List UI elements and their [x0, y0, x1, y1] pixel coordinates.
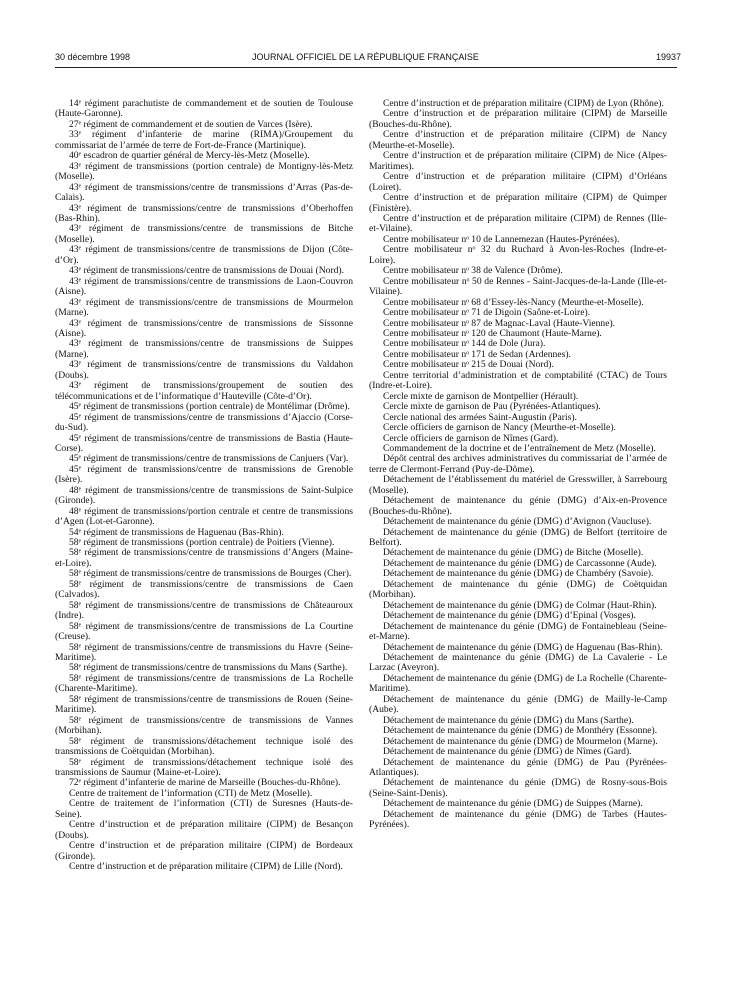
list-item: 43ᵉ régiment de transmissions/groupement de soutien des télécommunications et de l’informatique d’Hauteville (Côte-d’Or). [55, 380, 353, 402]
list-item: Centre mobilisateur nᵒ 68 d’Essey-lès-Nancy (Meurthe-et-Moselle). [383, 296, 644, 308]
list-item: Cercle officiers de garnison de Nancy (Meurthe-et-Moselle). [383, 422, 616, 434]
journal-title: JOURNAL OFFICIEL DE LA RÉPUBLIQUE FRANÇAISE [252, 52, 479, 62]
list-item: Détachement de maintenance du génie (DMG) de Pau (Pyrénées-Atlantiques). [369, 756, 667, 778]
list-item: Détachement de maintenance du génie (DMG) du Mans (Sarthe). [383, 714, 634, 726]
list-item: Centre d’instruction et de préparation militaire (CIPM) de Besançon (Doubs). [55, 819, 353, 841]
list-item: 58ᵉ régiment de transmissions/détachement technique isolé des transmissions de Saumur (Maine-et-Loire). [55, 756, 353, 778]
list-item: Centre d’instruction et de préparation militaire (CIPM) de Lyon (Rhône). [383, 99, 664, 109]
list-item: Centre d’instruction et de préparation militaire (CIPM) de Marseille (Bouches-du-Rhône). [369, 108, 667, 130]
list-item: Centre d’instruction et de préparation militaire (CIPM) de Nancy (Meurthe-et-Moselle). [369, 129, 667, 151]
list-item: Centre de traitement de l’information (CTI) de Suresnes (Hauts-de-Seine). [55, 798, 353, 820]
list-item: Détachement de maintenance du génie (DMG) d’Aix-en-Provence (Bouches-du-Rhône). [369, 495, 667, 517]
list-item: 45ᵉ régiment de transmissions/centre de transmissions de Canjuers (Var). [69, 453, 349, 465]
list-item: Centre mobilisateur nᵒ 120 de Chaumont (Haute-Marne). [383, 327, 602, 339]
list-item: 14ᵉ régiment parachutiste de commandement et de soutien de Toulouse (Haute-Garonne). [55, 99, 353, 120]
list-item: 43ᵉ régiment de transmissions/centre de transmissions d’Oberhoffen (Bas-Rhin). [55, 202, 353, 224]
list-item: Détachement de maintenance du génie (DMG) de Fontainebleau (Seine-et-Marne). [369, 620, 667, 643]
list-item: Détachement de maintenance du génie (DMG) de Coëtquidan (Morbihan). [369, 578, 667, 601]
list-item: 45ᵉ régiment de transmissions (portion centrale) de Montélimar (Drôme). [69, 401, 350, 413]
list-item: Centre d’instruction et de préparation militaire (CIPM) de Lille (Nord). [69, 861, 343, 873]
list-item: 43ᵉ régiment de transmissions/centre de transmissions de Sissonne (Aisne). [55, 317, 353, 339]
list-item: 43ᵉ régiment de transmissions/centre de transmissions de Douai (Nord). [69, 265, 345, 277]
list-item: 58ᵉ régiment de transmissions/centre de transmissions de Rouen (Seine-Maritime). [55, 693, 353, 716]
list-item: Détachement de maintenance du génie (DMG) de Bitche (Moselle). [383, 547, 644, 559]
list-item: Cercle officiers de garnison de Nîmes (Gard). [383, 432, 559, 444]
list-item: Centre mobilisateur nᵒ 171 de Sedan (Ardennes). [383, 348, 571, 360]
list-item: 54ᵉ régiment de transmissions de Haguenau (Bas-Rhin). [69, 526, 284, 538]
list-item: 58ᵉ régiment de transmissions/centre de transmissions de La Courtine (Creuse). [55, 620, 353, 643]
list-item: Détachement de maintenance du génie (DMG) de Chambéry (Savoie). [383, 568, 654, 580]
list-item: 43ᵉ régiment de transmissions (portion centrale) de Montigny-lès-Metz (Moselle). [55, 160, 353, 183]
header-date: 30 décembre 1998 [55, 52, 131, 62]
list-item: Détachement de maintenance du génie (DMG) de Belfort (territoire de Belfort). [369, 526, 667, 549]
list-item: Détachement de maintenance du génie (DMG) de Mailly-le-Camp (Aube). [369, 693, 667, 716]
list-item: Commandement de la doctrine et de l’entraînement de Metz (Moselle). [383, 442, 656, 454]
list-item: Détachement de l’établissement du matériel de Gresswiller, à Sarrebourg (Moselle). [369, 474, 667, 496]
list-item: Détachement de maintenance du génie (DMG) de Monthéry (Essonne). [383, 725, 658, 737]
list-item: 40ᵉ escadron de quartier général de Mercy-lès-Metz (Moselle). [69, 150, 310, 162]
list-item: 43ᵉ régiment de transmissions/centre de transmissions du Valdahon (Doubs). [55, 359, 353, 381]
list-item: Centre mobilisateur nᵒ 10 de Lannemezan (Hautes-Pyrénées). [383, 233, 620, 245]
list-item: 27ᵉ régiment de commandement et de soutien de Varces (Isère). [69, 118, 313, 130]
list-item: 43ᵉ régiment de transmissions/centre de transmissions de Dijon (Côte-d’Or). [55, 244, 353, 266]
list-item: 58ᵉ régiment de transmissions (portion centrale) de Poitiers (Vienne). [69, 537, 335, 549]
list-item: 45ᵉ régiment de transmissions/centre de transmissions de Bastia (Haute-Corse). [55, 432, 353, 454]
list-item: 43ᵉ régiment de transmissions/centre de transmissions de Suippes (Marne). [55, 338, 353, 360]
list-item: Détachement de maintenance du génie (DMG) de La Rochelle (Charente-Maritime). [369, 672, 667, 695]
list-item: Centre mobilisateur nᵒ 38 de Valence (Drôme). [383, 265, 563, 277]
list-item: Centre mobilisateur nᵒ 144 de Dole (Jura). [383, 338, 546, 350]
list-item: 33ᵉ régiment d’infanterie de marine (RIMA)/Groupement du commissariat de l’armée de terre de Fort-de-France (Martinique). [55, 129, 353, 151]
list-item: Centre mobilisateur nᵒ 71 de Digoin (Saône-et-Loire). [383, 307, 591, 319]
list-item: 45ᵉ régiment de transmissions/centre de transmissions d’Ajaccio (Corse-du-Sud). [55, 411, 353, 434]
list-item: Centre mobilisateur nᵒ 32 du Ruchard à Avon-les-Roches (Indre-et-Loire). [369, 244, 667, 266]
list-item: Centre de traitement de l’information (CTI) de Metz (Moselle). [69, 787, 313, 799]
list-item: Détachement de maintenance du génie (DMG) d’Avignon (Vaucluse). [383, 516, 652, 528]
list-item: 48ᵉ régiment de transmissions/centre de transmissions de Saint-Sulpice (Gironde). [55, 484, 353, 507]
list-item: Centre d’instruction et de préparation militaire (CIPM) de Nice (Alpes-Maritimes). [369, 150, 667, 172]
list-item: Dépôt central des archives administratives du commissariat de l’armée de terre de Clermont-Ferrand (Puy-de-Dôme). [369, 453, 667, 475]
list-item: Détachement de maintenance du génie (DMG) de Haguenau (Bas-Rhin). [383, 641, 663, 653]
list-item: 58ᵉ régiment de transmissions/centre de transmissions de Châteauroux (Indre). [55, 599, 353, 622]
left-column [55, 99, 353, 959]
list-item: 58ᵉ régiment de transmissions/centre de transmissions de Vannes (Morbihan). [55, 714, 353, 737]
list-item: 48ᵉ régiment de transmissions/portion centrale et centre de transmissions d’Agen (Lot-et-Garonne). [55, 505, 353, 528]
list-item: Centre d’instruction et de préparation militaire (CIPM) d’Orléans (Loiret). [369, 171, 667, 193]
list-item: 43ᵉ régiment de transmissions/centre de transmissions de Mourmelon (Marne). [55, 296, 353, 319]
list-item: Cercle mixte de garnison de Montpellier (Hérault). [383, 390, 579, 402]
header-rule [55, 67, 677, 68]
list-item: 58ᵉ régiment de transmissions/centre de transmissions de Bourges (Cher). [69, 568, 352, 580]
list-item: Cercle national des armées Saint-Augustin (Paris). [383, 411, 577, 423]
list-item: 43ᵉ régiment de transmissions/centre de transmissions de Bitche (Moselle). [55, 223, 353, 245]
list-item: 58ᵉ régiment de transmissions/centre de transmissions d’Angers (Maine-et-Loire). [55, 547, 353, 569]
list-item: Détachement de maintenance du génie (DMG) de Suippes (Marne). [383, 798, 643, 810]
list-item: Cercle mixte de garnison de Pau (Pyrénées-Atlantiques). [383, 401, 601, 413]
list-item: Centre mobilisateur nᵒ 50 de Rennes - Saint-Jacques-de-la-Lande (Ille-et-Vilaine). [369, 275, 667, 298]
list-item: Détachement de maintenance du génie (DMG) de Tarbes (Hautes-Pyrénées). [369, 808, 667, 831]
list-item: 58ᵉ régiment de transmissions/centre de transmissions de Caen (Calvados). [55, 578, 353, 601]
list-item: Détachement de maintenance du génie (DMG) de Mourmelon (Marne). [383, 735, 658, 747]
page-number: 19937 [655, 52, 681, 62]
list-item: Centre d’instruction et de préparation militaire (CIPM) de Bordeaux (Gironde). [55, 840, 353, 862]
list-item: 58ᵉ régiment de transmissions/centre de transmissions de La Rochelle (Charente-Maritime). [55, 672, 353, 695]
list-item: Détachement de maintenance du génie (DMG) de Nîmes (Gard). [383, 746, 632, 758]
list-item: Détachement de maintenance du génie (DMG) de Rosny-sous-Bois (Seine-Saint-Denis). [369, 777, 667, 799]
list-item: Centre mobilisateur nᵒ 215 de Douai (Nord). [383, 359, 554, 371]
right-column [369, 99, 667, 959]
list-item: 45ᵉ régiment de transmissions/centre de transmissions de Grenoble (Isère). [55, 463, 353, 486]
list-item: Centre mobilisateur nᵒ 87 de Magnac-Laval (Haute-Vienne). [383, 317, 616, 329]
list-item: Centre territorial d’administration et de comptabilité (CTAC) de Tours (Indre-et-Loire). [369, 369, 667, 392]
list-item: Détachement de maintenance du génie (DMG) de Carcassonne (Aude). [383, 557, 657, 569]
list-item: 72ᵉ régiment d’infanterie de marine de Marseille (Bouches-du-Rhône). [69, 777, 341, 789]
list-item: 58ᵉ régiment de transmissions/centre de transmissions du Havre (Seine-Maritime). [55, 641, 353, 664]
list-item: 43ᵉ régiment de transmissions/centre de transmissions d’Arras (Pas-de-Calais). [55, 181, 353, 204]
list-item: Détachement de maintenance du génie (DMG) de Colmar (Haut-Rhin). [383, 599, 657, 611]
list-item: 58ᵉ régiment de transmissions/centre de transmissions du Mans (Sarthe). [69, 662, 348, 674]
list-item: 58ᵉ régiment de transmissions/détachement technique isolé des transmissions de Coëtquidan (Morbihan). [55, 735, 353, 758]
list-item: Détachement de maintenance du génie (DMG) de La Cavalerie - Le Larzac (Aveyron). [369, 652, 667, 674]
list-item: Détachement de maintenance du génie (DMG) d’Epinal (Vosges). [383, 610, 636, 622]
list-item: Centre d’instruction et de préparation militaire (CIPM) de Quimper (Finistère). [369, 192, 667, 214]
list-item: Centre d’instruction et de préparation militaire (CIPM) de Rennes (Ille-et-Vilaine). [369, 212, 667, 235]
list-item: 43ᵉ régiment de transmissions/centre de transmissions de Laon-Couvron (Aisne). [55, 275, 353, 298]
